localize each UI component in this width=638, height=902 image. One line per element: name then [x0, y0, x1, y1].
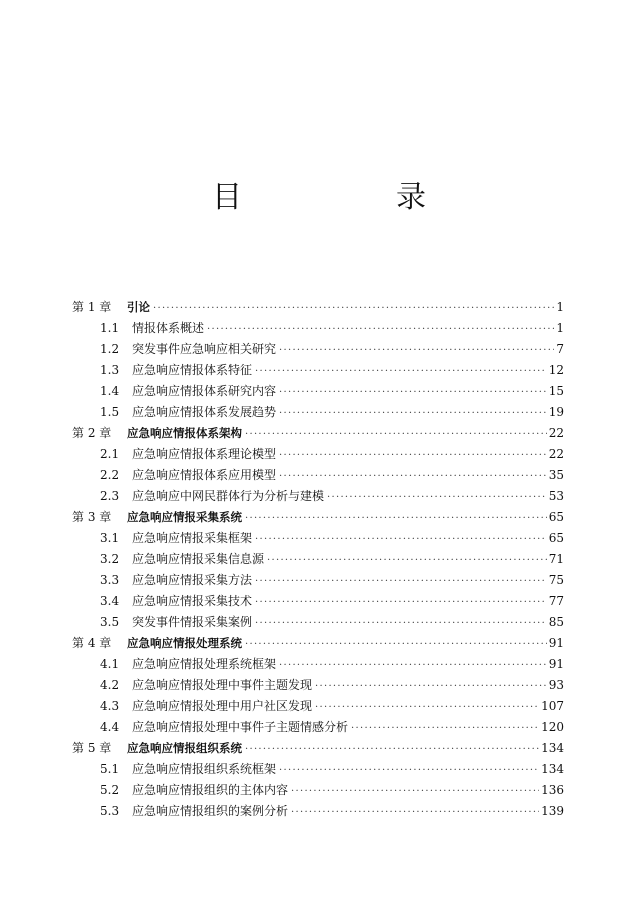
toc-entry-page-number: 65: [548, 531, 564, 545]
toc-entry-title: 应急响应情报采集技术: [132, 594, 253, 608]
toc-entry-title: 应急响应情报组织的案例分析: [132, 804, 289, 818]
toc-section-entry[interactable]: [72, 717, 564, 738]
toc-entry-number: 第 1 章: [72, 300, 112, 314]
toc-entry-number: 3.2: [100, 552, 120, 566]
toc-entry-title: 应急响应情报组织系统框架: [132, 762, 277, 776]
dot-leader: [351, 718, 539, 739]
toc-entry-page-number: 134: [541, 762, 564, 776]
toc-section-entry[interactable]: [72, 360, 564, 381]
dot-leader: [245, 739, 539, 760]
toc-section-entry[interactable]: [72, 696, 564, 717]
toc-entry-title: 应急响应情报体系理论模型: [132, 447, 277, 461]
toc-entry-number: 4.1: [100, 657, 120, 671]
toc-entry-title: 应急响应情报采集方法: [132, 573, 253, 587]
toc-entry-number: 1.1: [100, 321, 120, 335]
toc-entry-number: 5.3: [100, 804, 120, 818]
toc-entry-page-number: 134: [541, 741, 564, 755]
toc-entry-number: 第 4 章: [72, 636, 112, 650]
toc-entry-title: 应急响应情报处理中事件子主题情感分析: [132, 720, 349, 734]
dot-leader: [255, 361, 547, 382]
toc-entry-title: 应急响应情报处理系统框架: [132, 657, 277, 671]
toc-entry-page-number: 15: [548, 384, 564, 398]
toc-entry-title: 应急响应情报体系应用模型: [132, 468, 277, 482]
toc-entry-page-number: 7: [556, 342, 564, 356]
toc-section-entry[interactable]: [72, 654, 564, 675]
dot-leader: [279, 340, 554, 361]
dot-leader: [279, 382, 547, 403]
toc-entry-title: 引论: [127, 300, 150, 314]
toc-section-entry[interactable]: [72, 801, 564, 822]
dot-leader: [153, 298, 554, 319]
toc-section-entry[interactable]: [72, 444, 564, 465]
toc-section-entry[interactable]: [72, 675, 564, 696]
toc-entry-title: 应急响应情报体系研究内容: [132, 384, 277, 398]
toc-section-entry[interactable]: [72, 486, 564, 507]
dot-leader: [245, 634, 547, 655]
toc-entry-number: 2.3: [100, 489, 120, 503]
toc-entry-title: 应急响应情报处理系统: [127, 636, 242, 650]
toc-entry-page-number: 91: [548, 657, 564, 671]
toc-entry-page-number: 75: [548, 573, 564, 587]
toc-entry-page-number: 71: [548, 552, 564, 566]
toc-chapter-entry[interactable]: [72, 423, 564, 444]
toc-section-entry[interactable]: [72, 549, 564, 570]
toc-entry-title: 应急响应中网民群体行为分析与建模: [132, 489, 325, 503]
toc-entry-page-number: 12: [548, 363, 564, 377]
toc-entry-number: 4.2: [100, 678, 120, 692]
toc-entry-number: 5.1: [100, 762, 120, 776]
toc-entry-title: 应急响应情报组织的主体内容: [132, 783, 289, 797]
toc-entry-number: 1.2: [100, 342, 120, 356]
dot-leader: [279, 445, 547, 466]
toc-entry-page-number: 22: [548, 447, 564, 461]
toc-entry-title: 应急响应情报体系发展趋势: [132, 405, 277, 419]
dot-leader: [267, 550, 547, 571]
dot-leader: [279, 760, 539, 781]
dot-leader: [315, 697, 539, 718]
toc-entry-title: 应急响应情报体系特征: [132, 363, 253, 377]
toc-entry-number: 第 5 章: [72, 741, 112, 755]
toc-section-entry[interactable]: [72, 759, 564, 780]
toc-entry-title: 情报体系概述: [132, 321, 205, 335]
toc-entry-page-number: 77: [548, 594, 564, 608]
toc-entry-page-number: 85: [548, 615, 564, 629]
toc-entry-number: 1.3: [100, 363, 120, 377]
toc-entry-page-number: 22: [548, 426, 564, 440]
dot-leader: [255, 571, 547, 592]
toc-section-entry[interactable]: [72, 381, 564, 402]
toc-entry-page-number: 120: [541, 720, 564, 734]
dot-leader: [255, 613, 547, 634]
toc-entry-number: 2.2: [100, 468, 120, 482]
toc-entry-number: 3.4: [100, 594, 120, 608]
toc-entry-title: 应急响应情报组织系统: [127, 741, 242, 755]
toc-entry-number: 3.3: [100, 573, 120, 587]
toc-entry-page-number: 136: [541, 783, 564, 797]
toc-entry-number: 4.3: [100, 699, 120, 713]
toc-entry-page-number: 19: [548, 405, 564, 419]
toc-section-entry[interactable]: [72, 570, 564, 591]
toc-entry-page-number: 1: [556, 300, 564, 314]
toc-section-entry[interactable]: [72, 780, 564, 801]
toc-section-entry[interactable]: [72, 465, 564, 486]
toc-entry-page-number: 65: [548, 510, 564, 524]
toc-entry-page-number: 1: [556, 321, 564, 335]
toc-chapter-entry[interactable]: [72, 507, 564, 528]
toc-entry-number: 3.5: [100, 615, 120, 629]
toc-section-entry[interactable]: [72, 528, 564, 549]
toc-section-entry[interactable]: [72, 612, 564, 633]
toc-entry-number: 5.2: [100, 783, 120, 797]
table-of-contents: [72, 297, 564, 822]
toc-section-entry[interactable]: [72, 318, 564, 339]
toc-entry-page-number: 91: [548, 636, 564, 650]
dot-leader: [279, 466, 547, 487]
toc-chapter-entry[interactable]: [72, 297, 564, 318]
toc-entry-number: 第 2 章: [72, 426, 112, 440]
dot-leader: [279, 655, 547, 676]
toc-entry-title: 应急响应情报处理中事件主题发现: [132, 678, 313, 692]
dot-leader: [315, 676, 547, 697]
toc-entry-number: 4.4: [100, 720, 120, 734]
toc-entry-number: 1.5: [100, 405, 120, 419]
toc-section-entry[interactable]: [72, 339, 564, 360]
toc-section-entry[interactable]: [72, 591, 564, 612]
toc-entry-page-number: 53: [548, 489, 564, 503]
toc-entry-title: 突发事件情报采集案例: [132, 615, 253, 629]
toc-entry-title: 应急响应情报采集框架: [132, 531, 253, 545]
dot-leader: [255, 529, 547, 550]
dot-leader: [291, 781, 539, 802]
toc-entry-title: 应急响应情报采集系统: [127, 510, 242, 524]
toc-entry-title: 应急响应情报体系架构: [127, 426, 242, 440]
toc-section-entry[interactable]: [72, 402, 564, 423]
toc-entry-page-number: 93: [548, 678, 564, 692]
dot-leader: [245, 508, 547, 529]
toc-entry-page-number: 107: [541, 699, 564, 713]
dot-leader: [245, 424, 547, 445]
toc-entry-page-number: 35: [548, 468, 564, 482]
dot-leader: [291, 802, 539, 823]
toc-entry-number: 3.1: [100, 531, 120, 545]
dot-leader: [207, 319, 554, 340]
toc-entry-number: 2.1: [100, 447, 120, 461]
dot-leader: [279, 403, 547, 424]
toc-entry-number: 1.4: [100, 384, 120, 398]
dot-leader: [327, 487, 547, 508]
dot-leader: [255, 592, 547, 613]
toc-chapter-entry[interactable]: [72, 738, 564, 759]
toc-entry-number: 第 3 章: [72, 510, 112, 524]
toc-entry-page-number: 139: [541, 804, 564, 818]
page-title: 目 录: [212, 180, 488, 215]
toc-entry-title: 突发事件应急响应相关研究: [132, 342, 277, 356]
toc-entry-title: 应急响应情报处理中用户社区发现: [132, 699, 313, 713]
toc-entry-title: 应急响应情报采集信息源: [132, 552, 265, 566]
toc-chapter-entry[interactable]: [72, 633, 564, 654]
